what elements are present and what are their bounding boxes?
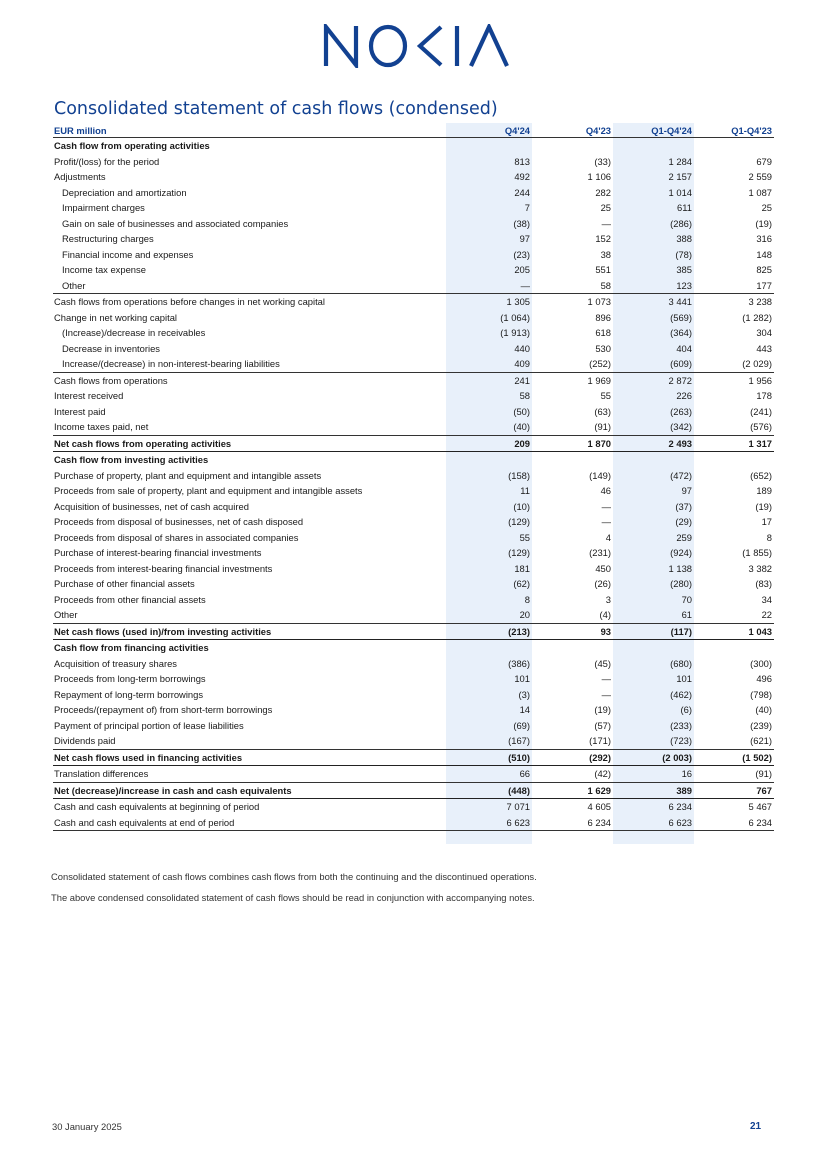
table-row [53,154,774,170]
row-value: 1 317 [694,435,774,452]
row-value: 1 956 [748,374,772,386]
table-row [53,687,774,703]
row-value: 2 157 [668,171,692,183]
section-header-row [53,138,774,154]
row-label: Translation differences [53,766,446,783]
row-label: Proceeds from other financial assets [54,593,206,605]
row-value: 3 [605,593,611,605]
row-value [613,640,694,656]
header-fy-23: Q1-Q4'23 [694,123,774,138]
row-label: Purchase of property, plant and equipment and intangible assets [54,469,322,481]
table-row [53,262,774,278]
table-row [53,514,774,530]
table-header-row [53,123,774,138]
table-row [53,545,774,561]
row-label: Cash flow from operating activities [54,140,210,152]
row-value: (40) [446,419,532,435]
row-value: (462) [670,688,692,700]
table-row [53,247,774,263]
row-value: (1 064) [500,311,530,323]
row-label: Impairment charges [62,202,145,214]
row-label: Acquisition of treasury shares [54,657,177,669]
row-value: (117) [613,623,694,640]
row-value: 11 [520,485,530,497]
row-label: Proceeds from disposal of businesses, net of cash disposed [54,516,304,528]
row-value: (286) [670,217,692,229]
row-label: Proceeds from long-term borrowings [54,673,206,685]
row-value: (2 003) [613,749,694,766]
row-value: — [601,516,611,528]
row-value: (621) [694,733,774,749]
row-value: (83) [755,578,772,590]
table-row [53,419,774,435]
row-label: Profit/(loss) for the period [54,155,160,167]
table-row [53,216,774,232]
row-value: 259 [676,531,692,543]
row-value: — [601,673,611,685]
header-q4-23: Q4'23 [532,123,613,138]
row-value: (91) [694,766,774,783]
row-value: 4 [605,531,611,543]
table-row [53,815,774,831]
row-value: (167) [446,733,532,749]
table-row [53,656,774,672]
row-value: (129) [508,516,530,528]
row-value [694,452,774,468]
row-value: 440 [514,342,530,354]
row-value: (2 029) [694,356,774,372]
row-value: 6 623 [613,815,694,831]
row-value: (280) [670,578,692,590]
row-value: (62) [513,578,530,590]
table-row [53,623,774,640]
row-value: 896 [595,311,611,323]
row-value: (386) [508,657,530,669]
section-header-row [53,452,774,468]
row-value: 450 [595,562,611,574]
row-value: 388 [676,233,692,245]
row-value: (158) [508,469,530,481]
note-scope: Consolidated statement of cash flows combines cash flows from both the continuing and the discontinued operations. [51,871,537,882]
row-value: 25 [600,202,611,214]
row-value: (149) [589,469,611,481]
row-label: Net cash flows from operating activities [53,435,446,452]
row-value: — [601,217,611,229]
row-value: 152 [595,233,611,245]
table-row [53,766,774,783]
table-row [53,356,774,372]
row-label: Cash flows from operations [54,374,168,386]
row-value: (40) [755,704,772,716]
row-value [613,138,694,154]
page-title: Consolidated statement of cash flows (condensed) [54,99,498,119]
row-value: 385 [676,264,692,276]
row-value: 1 305 [506,296,530,308]
row-value: 304 [756,327,772,339]
row-value: 492 [514,171,530,183]
row-label: Financial income and expenses [62,248,194,260]
row-value: 123 [613,278,694,294]
row-value: (569) [670,311,692,323]
row-value: 389 [613,782,694,799]
row-value: 8 [766,531,772,543]
row-value: 205 [514,264,530,276]
row-label: Payment of principal portion of lease liabilities [54,719,244,731]
row-value: 1 106 [587,171,611,183]
row-value: 8 [524,593,530,605]
row-label: Net (decrease)/increase in cash and cash equivalents [53,782,446,799]
row-value: (239) [750,719,772,731]
row-value: 3 382 [748,562,772,574]
row-value: 2 559 [748,171,772,183]
row-value: 70 [681,593,692,605]
row-label: Other [53,607,446,623]
row-value: 17 [761,516,772,528]
row-value: 148 [756,248,772,260]
row-label: Restructuring charges [62,233,154,245]
row-value: 6 234 [668,801,692,813]
row-value: 22 [694,607,774,623]
row-value [446,452,532,468]
row-value: (19) [594,704,611,716]
row-value: 404 [676,342,692,354]
table-row [53,372,774,388]
table-row [53,592,774,608]
row-value: (723) [613,733,694,749]
row-value: 46 [600,485,611,497]
row-value: 61 [613,607,694,623]
row-label: Adjustments [54,171,106,183]
row-value: 93 [532,623,613,640]
row-value: 3 238 [748,296,772,308]
row-value: 244 [514,186,530,198]
row-value: (50) [513,405,530,417]
row-label: Purchase of other financial assets [54,578,195,590]
row-value: (231) [589,547,611,559]
row-value: 209 [446,435,532,452]
row-label: Cash flows from operations before changes in net working capital [54,296,325,308]
row-value [446,640,532,656]
row-value: (241) [750,405,772,417]
row-value: (342) [613,419,694,435]
row-value: (300) [750,657,772,669]
row-value: (78) [675,248,692,260]
row-value: — [446,278,532,294]
table-row [53,388,774,404]
row-label: Other [53,278,446,294]
table-row [53,404,774,420]
row-value: — [601,688,611,700]
row-label: Proceeds from sale of property, plant and equipment and intangible assets [54,485,363,497]
cash-flow-table [53,123,774,831]
row-value: (1 855) [742,547,772,559]
row-label: Depreciation and amortization [62,186,187,198]
table-row [53,341,774,357]
row-value: 767 [694,782,774,799]
row-value: (364) [670,327,692,339]
table-row [53,702,774,718]
row-value: 4 605 [587,801,611,813]
row-value: 58 [519,390,530,402]
nokia-logo [323,24,511,68]
row-value: (4) [532,607,613,623]
row-label: Income tax expense [62,264,146,276]
row-value: (42) [532,766,613,783]
row-value: 20 [446,607,532,623]
row-value: 496 [756,673,772,685]
row-value: 25 [761,202,772,214]
row-value: (652) [750,469,772,481]
row-value: (292) [532,749,613,766]
row-value: (33) [594,155,611,167]
row-value: 6 623 [446,815,532,831]
row-value: 611 [677,202,692,214]
row-label: Cash flow from financing activities [54,642,209,654]
row-label: Increase/(decrease) in non-interest-bearing liabilities [53,356,446,372]
row-value: 443 [756,342,772,354]
row-value: 241 [514,374,530,386]
row-value [446,138,532,154]
row-value: (38) [513,217,530,229]
row-label: Proceeds from interest-bearing financial investments [54,562,273,574]
row-value: 178 [756,390,772,402]
row-value: (213) [446,623,532,640]
table-row [53,499,774,515]
row-value: (609) [613,356,694,372]
row-value: 551 [595,264,611,276]
cash-flow-table-body [53,138,774,831]
row-value: (23) [513,248,530,260]
table-row [53,561,774,577]
header-q4-24: Q4'24 [446,123,532,138]
row-value: 5 467 [748,801,772,813]
row-value: (69) [513,719,530,731]
row-value: 1 138 [668,562,692,574]
row-value [532,452,613,468]
row-value: 2 872 [668,374,692,386]
row-value: (1 913) [500,327,530,339]
table-row [53,468,774,484]
row-label: Proceeds from disposal of shares in associated companies [54,531,299,543]
table-row [53,310,774,326]
table-row [53,576,774,592]
row-value: 825 [756,264,772,276]
table-row [53,325,774,341]
table-row [53,169,774,185]
row-label: Gain on sale of businesses and associated companies [62,217,289,229]
row-label: Income taxes paid, net [53,419,446,435]
row-value: (798) [750,688,772,700]
table-row [53,200,774,216]
table-row [53,671,774,687]
row-value: 1 284 [668,155,692,167]
table-row [53,483,774,499]
row-value: (19) [755,217,772,229]
footer-date: 30 January 2025 [52,1121,122,1132]
row-value: (37) [675,500,692,512]
row-value: (924) [670,547,692,559]
row-value: 1 969 [587,374,611,386]
row-label: Acquisition of businesses, net of cash acquired [54,500,249,512]
table-row [53,782,774,799]
table-row [53,185,774,201]
row-value: (1 502) [694,749,774,766]
row-value: (45) [594,657,611,669]
table-row [53,231,774,247]
row-value: 3 441 [668,296,692,308]
row-value: (252) [532,356,613,372]
row-value: (263) [670,405,692,417]
row-value: 55 [519,531,530,543]
row-label: Dividends paid [53,733,446,749]
row-value: (576) [694,419,774,435]
row-value: 409 [446,356,532,372]
row-value: (171) [532,733,613,749]
row-value: (6) [680,704,692,716]
row-value: (233) [670,719,692,731]
row-value: 1 629 [532,782,613,799]
row-value: 813 [514,155,530,167]
row-label: Net cash flows used in financing activities [53,749,446,766]
row-value [532,640,613,656]
row-value: 7 071 [506,801,530,813]
row-label: Proceeds/(repayment of) from short-term borrowings [54,704,273,716]
row-value: 101 [676,673,692,685]
row-label: Cash and cash equivalents at beginning of period [54,801,260,813]
row-label: Decrease in inventories [62,342,160,354]
table-row [53,278,774,294]
row-value: 34 [761,593,772,605]
row-value: 1 087 [748,186,772,198]
row-value: (57) [594,719,611,731]
row-value: 1 073 [587,296,611,308]
row-value: 618 [595,327,611,339]
row-value: (91) [532,419,613,435]
row-value: 282 [595,186,611,198]
row-label: Net cash flows (used in)/from investing activities [53,623,446,640]
row-value: 66 [446,766,532,783]
row-value: 6 234 [532,815,613,831]
row-label: Repayment of long-term borrowings [54,688,204,700]
row-value: 316 [756,233,772,245]
row-value: 1 043 [694,623,774,640]
table-row [53,749,774,766]
row-label: Interest paid [54,405,106,417]
row-value [613,452,694,468]
row-label: Cash flow from investing activities [54,454,209,466]
row-value: 1 014 [668,186,692,198]
row-value: (129) [508,547,530,559]
row-value: (63) [594,405,611,417]
row-value: (680) [670,657,692,669]
row-value: 679 [756,155,772,167]
row-value: — [601,500,611,512]
table-row [53,733,774,749]
row-value: (10) [513,500,530,512]
row-value: (26) [594,578,611,590]
row-value: 14 [519,704,530,716]
row-value: 530 [595,342,611,354]
table-row [53,607,774,623]
page-number: 21 [750,1121,762,1132]
row-value: 1 870 [532,435,613,452]
table-row [53,435,774,452]
table-row [53,718,774,734]
row-value: 101 [514,673,530,685]
row-value: 6 234 [694,815,774,831]
row-label: Change in net working capital [54,311,177,323]
row-value: (448) [446,782,532,799]
row-value: 189 [756,485,772,497]
row-value: 226 [676,390,692,402]
row-value: 2 493 [613,435,694,452]
row-value: 55 [600,390,611,402]
row-value: 97 [681,485,692,497]
row-value [694,138,774,154]
row-value: 58 [532,278,613,294]
row-value: (510) [446,749,532,766]
table-row [53,294,774,310]
row-value [532,138,613,154]
row-value: (1 282) [742,311,772,323]
row-value [694,640,774,656]
row-value: (472) [670,469,692,481]
header-unit: EUR million [53,123,446,138]
row-value: (19) [755,500,772,512]
row-label: Interest received [54,390,124,402]
row-label: Cash and cash equivalents at end of period [53,815,446,831]
row-value: 16 [613,766,694,783]
note-read-with-notes: The above condensed consolidated statement of cash flows should be read in conjunction with accompanying notes. [51,892,535,903]
row-label: (Increase)/decrease in receivables [62,327,206,339]
row-value: (29) [675,516,692,528]
row-value: 7 [524,202,530,214]
row-value: 177 [694,278,774,294]
header-fy-24: Q1-Q4'24 [613,123,694,138]
row-value: (3) [518,688,530,700]
row-label: Purchase of interest-bearing financial investments [54,547,262,559]
row-value: 97 [519,233,530,245]
table-row [53,799,774,815]
table-row [53,530,774,546]
row-value: 181 [514,562,530,574]
row-value: 38 [600,248,611,260]
section-header-row [53,640,774,656]
